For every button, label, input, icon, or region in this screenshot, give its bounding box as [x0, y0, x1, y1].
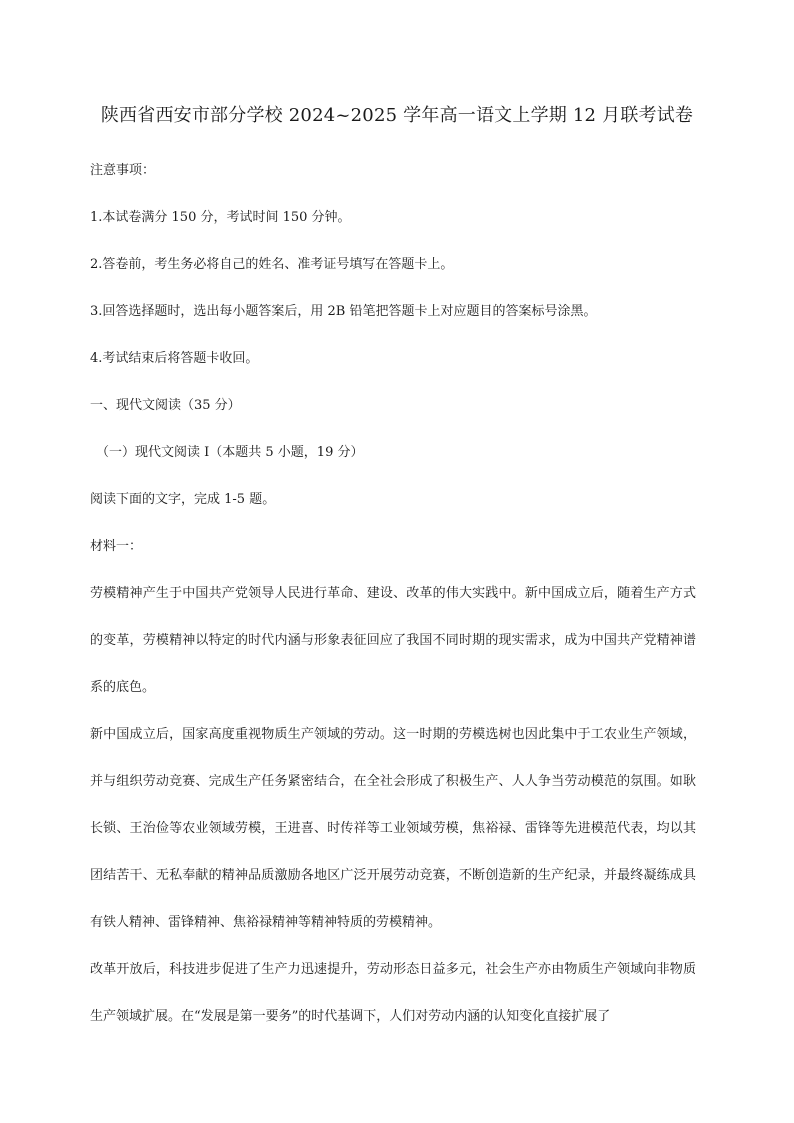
note-item: 1.本试卷满分 150 分，考试时间 150 分钟。	[90, 210, 351, 225]
material-label: 材料一：	[90, 539, 143, 554]
body-paragraph: 新中国成立后，国家高度重视物质生产领域的劳动。这一时期的劳模选树也因此集中于工农业生产领域，并与组织劳动竞赛、完成生产任务紧密结合，在全社会形成了积极生产、人人争当劳动模范的氛围。如耿长锁、王治俭等农业领域劳模，王进喜、时传祥等工业领域劳模，焦裕禄、雷锋等先进模范代表，均以其团结苦干、无私奉献的精神品质激励各地区广泛开展劳动竞赛，不断创造新的生产纪录，并最终凝练成具有铁人精神、雷锋精神、焦裕禄精神等精神特质的劳模精神。	[90, 727, 696, 930]
body-paragraph: 改革开放后，科技进步促进了生产力迅速提升，劳动形态日益多元，社会生产亦由物质生产领域向非物质生产领域扩展。在“发展是第一要务”的时代基调下，人们对劳动内涵的认知变化直接扩展了	[90, 962, 696, 1024]
exam-body	[90, 147, 696, 1040]
subsection-heading: （一）现代文阅读 I（本题共 5 小题，19 分）	[96, 445, 364, 460]
exam-title: 陕西省西安市部分学校 2024~2025 学年高一语文上学期 12 月联考试卷	[100, 105, 694, 126]
note-item: 2.答卷前，考生务必将自己的姓名、准考证号填写在答题卡上。	[90, 257, 454, 272]
section-heading: 一、现代文阅读（35 分）	[90, 398, 241, 413]
notes-heading: 注意事项：	[90, 163, 156, 178]
body-paragraph: 劳模精神产生于中国共产党领导人民进行革命、建设、改革的伟大实践中。新中国成立后，随着生产方式的变革，劳模精神以特定的时代内涵与形象表征回应了我国不同时期的现实需求，成为中国共产党精神谱系的底色。	[90, 586, 696, 695]
note-item: 3.回答选择题时，选出每小题答案后，用 2B 铅笔把答题卡上对应题目的答案标号涂黑。	[90, 304, 597, 319]
reading-instruction: 阅读下面的文字，完成 1-5 题。	[90, 492, 276, 507]
note-item: 4.考试结束后将答题卡收回。	[90, 351, 259, 366]
